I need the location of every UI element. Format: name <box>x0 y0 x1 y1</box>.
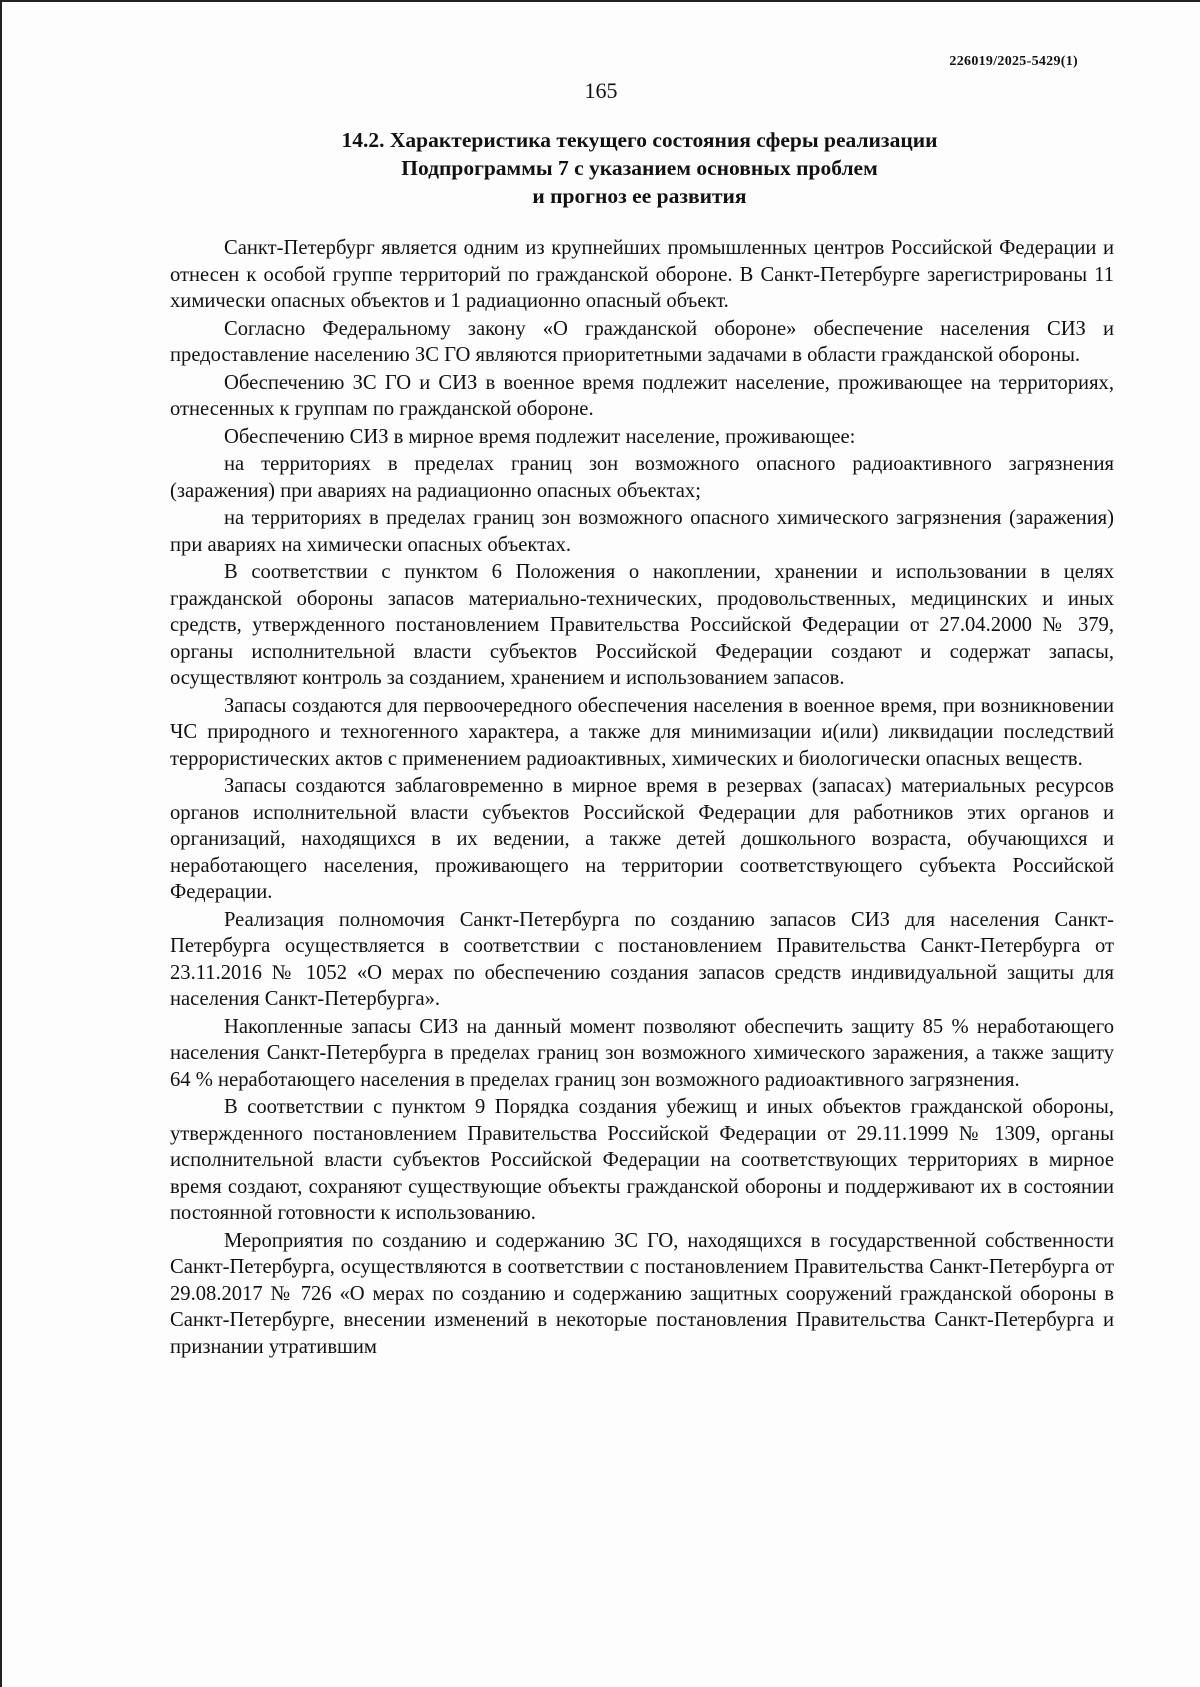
section-heading-line-1: 14.2. Характеристика текущего состояния сферы реализации <box>341 128 938 152</box>
paragraph: на территориях в пределах границ зон возможного опасного химического загрязнения (заражения) при авариях на химически опасных объектах. <box>170 507 1114 556</box>
section-heading-line-3: и прогноз ее развития <box>532 184 747 208</box>
page-number: 165 <box>584 78 618 103</box>
paragraph: Обеспечению СИЗ в мирное время подлежит население, проживающее: <box>224 425 856 448</box>
document-id: 226019/2025-5429(1) <box>949 54 1078 69</box>
paragraph: Мероприятия по созданию и содержанию ЗС ГО, находящихся в государственной собственности Санкт-Петербурга, осуществляются в соответствии с постановлением Правительства Санкт-Петербурга от 29.08.2017 № 726 «О мерах по созданию и содержанию защитных сооружений гражданской обороны в Санкт-Петербурге, внесении изменений в некоторые постановления Правительства Санкт-Петербурга и признании утратившим <box>170 1229 1114 1358</box>
paragraph: Накопленные запасы СИЗ на данный момент позволяют обеспечить защиту 85 % неработающего населения Санкт-Петербурга в пределах границ зон возможного химического заражения, а также защиту 64 % неработающего населения в пределах границ зон возможного радиоактивного загрязнения. <box>170 1015 1114 1091</box>
paragraph: Обеспечению ЗС ГО и СИЗ в военное время подлежит население, проживающее на территориях, отнесенных к группам по гражданской обороне. <box>170 371 1114 420</box>
paragraph: Санкт-Петербург является одним из крупнейших промышленных центров Российской Федерации и отнесен к особой группе территорий по гражданской обороне. В Санкт-Петербурге зарегистрированы 11 химически опасных объектов и 1 радиационно опасный объект. <box>170 237 1114 312</box>
paragraph: В соответствии с пунктом 9 Порядка создания убежищ и иных объектов гражданской обороны, утвержденного постановлением Правительства Российской Федерации от 29.11.1999 № 1309, органы исполнительной власти субъектов Российской Федерации на соответствующих территориях в мирное время создают, сохраняют существующие объекты гражданской обороны и поддерживают их в состоянии постоянной готовности к использованию. <box>170 1096 1114 1224</box>
section-heading <box>162 126 1117 210</box>
paragraph: на территориях в пределах границ зон возможного опасного радиоактивного загрязнения (заражения) при авариях на радиационно опасных объектах; <box>170 453 1114 502</box>
paragraph: Согласно Федеральному закону «О гражданской обороне» обеспечение населения СИЗ и предоставление населению ЗС ГО являются приоритетными задачами в области гражданской обороны. <box>170 317 1114 366</box>
paragraph: В соответствии с пунктом 6 Положения о накоплении, хранении и использовании в целях гражданской обороны запасов материально-технических, продовольственных, медицинских и иных средств, утвержденного постановлением Правительства Российской Федерации от 27.04.2000 № 379, органы исполнительной власти субъектов Российской Федерации создают и содержат запасы, осуществляют контроль за созданием, хранением и использованием запасов. <box>170 561 1114 689</box>
paragraph: Запасы создаются для первоочередного обеспечения населения в военное время, при возникновении ЧС природного и техногенного характера, а также для минимизации и(или) ликвидации последствий террористических актов с применением радиоактивных, химических и биологически опасных веществ. <box>170 694 1114 770</box>
section-heading-line-2: Подпрограммы 7 с указанием основных проблем <box>401 156 878 180</box>
document-body <box>170 235 1114 1361</box>
paragraph: Реализация полномочия Санкт-Петербурга по созданию запасов СИЗ для населения Санкт-Петербурга осуществляется в соответствии с постановлением Правительства Санкт-Петербурга от 23.11.2016 № 1052 «О мерах по обеспечению создания запасов средств индивидуальной защиты для населения Санкт-Петербурга». <box>170 908 1114 1010</box>
paragraph: Запасы создаются заблаговременно в мирное время в резервах (запасах) материальных ресурсов органов исполнительной власти субъектов Российской Федерации для работников этих органов и организаций, находящихся в их ведении, а также детей дошкольного возраста, обучающихся и неработающего населения, проживающего на территории соответствующего субъекта Российской Федерации. <box>170 775 1114 903</box>
